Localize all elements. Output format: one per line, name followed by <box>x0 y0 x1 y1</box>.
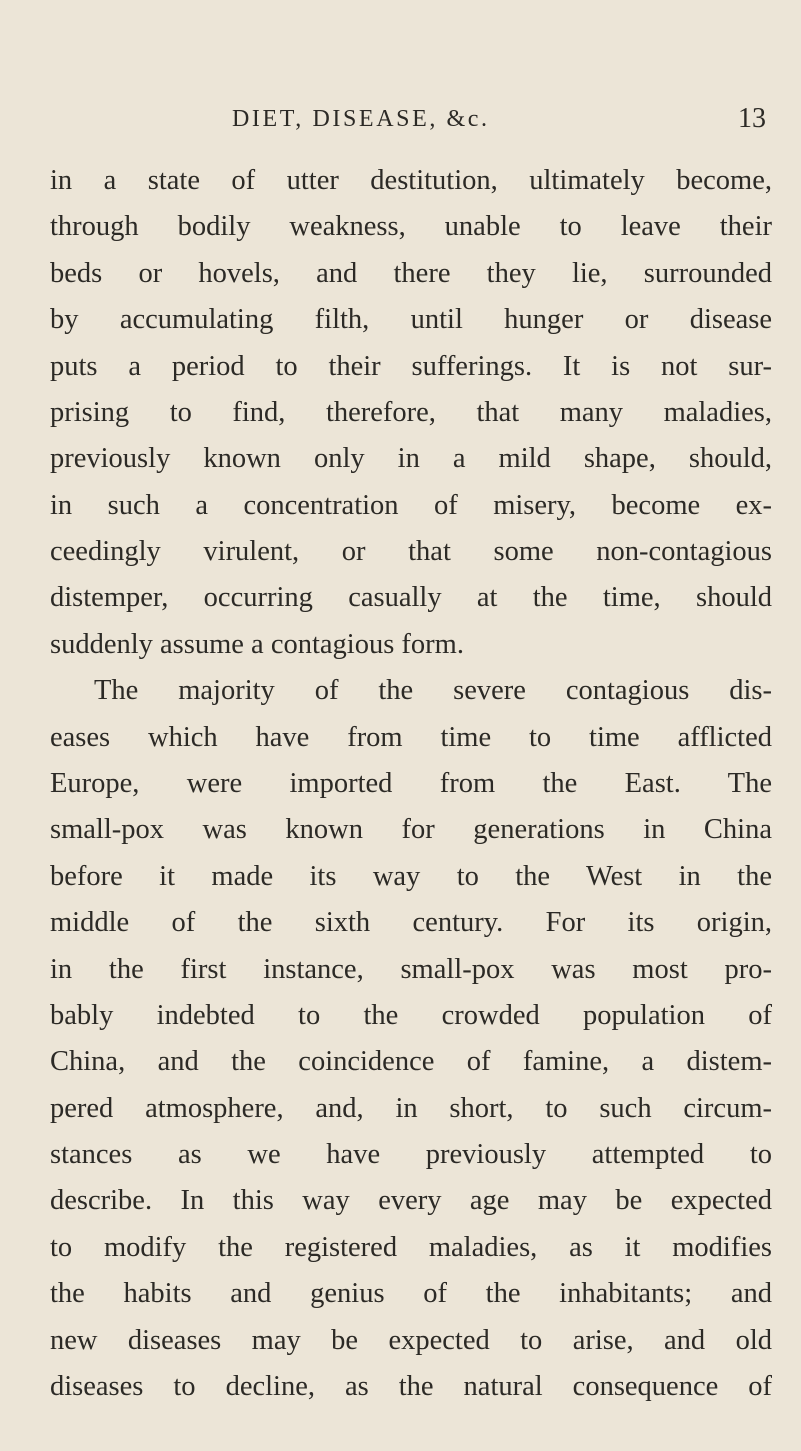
text-line: pered atmosphere, and, in short, to such circum- <box>50 1093 772 1124</box>
text-line: beds or hovels, and there they lie, surrounded <box>50 258 772 289</box>
text-line: in such a concentration of misery, become ex- <box>50 490 772 521</box>
text-line: eases which have from time to time afflicted <box>50 722 772 753</box>
text-line: middle of the sixth century. For its origin, <box>50 907 772 938</box>
text-line: stances as we have previously attempted to <box>50 1139 772 1170</box>
text-line: the habits and genius of the inhabitants; and <box>50 1278 772 1309</box>
running-head-title: DIET, DISEASE, &c. <box>232 106 490 132</box>
text-line: diseases to decline, as the natural consequence of <box>50 1371 772 1402</box>
text-line: previously known only in a mild shape, should, <box>50 443 772 474</box>
text-line: through bodily weakness, unable to leave their <box>50 211 772 242</box>
text-line: bably indebted to the crowded population of <box>50 1000 772 1031</box>
text-line: Europe, were imported from the East. The <box>50 768 772 799</box>
text-line: describe. In this way every age may be expected <box>50 1185 772 1216</box>
text-line: small-pox was known for generations in China <box>50 814 772 845</box>
text-line: prising to find, therefore, that many maladies, <box>50 397 772 428</box>
text-line: China, and the coincidence of famine, a distem- <box>50 1046 772 1077</box>
text-line: The majority of the severe contagious dis- <box>94 675 772 706</box>
text-line: to modify the registered maladies, as it modifies <box>50 1232 772 1263</box>
text-line: puts a period to their sufferings. It is not sur- <box>50 351 772 382</box>
text-line: ceedingly virulent, or that some non-contagious <box>50 536 772 567</box>
text-line: suddenly assume a contagious form. <box>50 629 464 660</box>
text-line: before it made its way to the West in the <box>50 861 772 892</box>
page-number: 13 <box>738 103 766 134</box>
text-line: new diseases may be expected to arise, and old <box>50 1325 772 1356</box>
text-line: by accumulating filth, until hunger or disease <box>50 304 772 335</box>
text-line: in the first instance, small-pox was most pro- <box>50 954 772 985</box>
text-line: in a state of utter destitution, ultimately become, <box>50 165 772 196</box>
text-line: distemper, occurring casually at the time, should <box>50 582 772 613</box>
